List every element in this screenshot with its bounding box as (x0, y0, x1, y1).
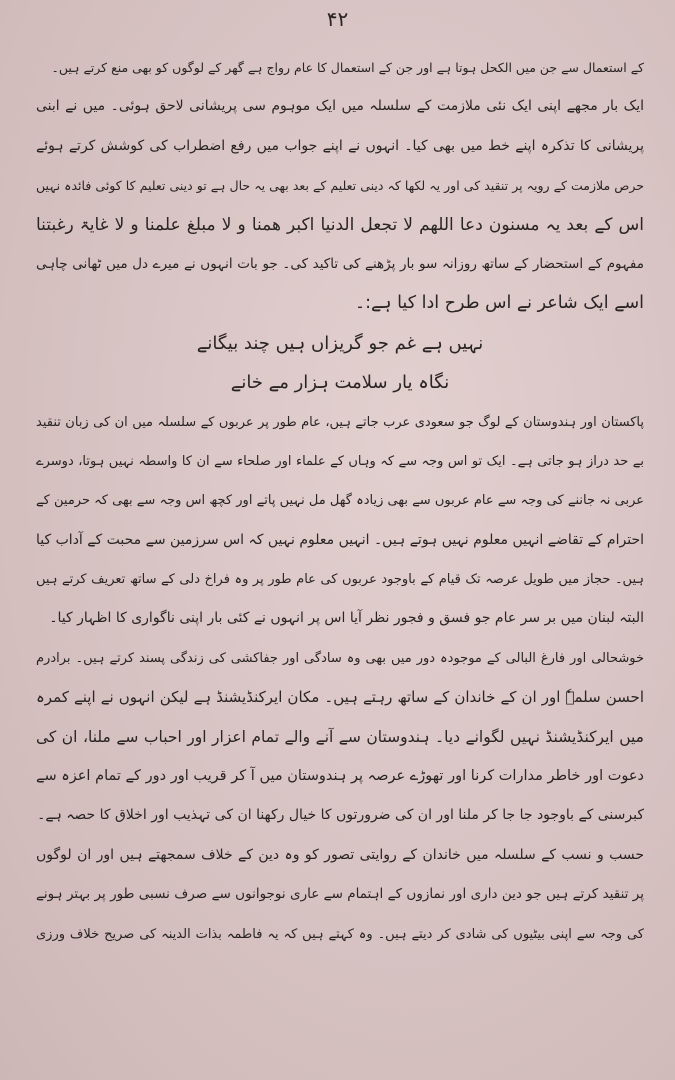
text-line: خوشحالی اور فارغ البالی کے موجودہ دور میں بھی وہ سادگی اور جفاکشی کی زندگی پسند کرتے ہیں۔ برادرم (36, 650, 644, 666)
text-line: مفہوم کے استحضار کے ساتھ روزانہ سو بار پڑھنے کی تاکید کی۔ جو بات انہوں نے میرے دل میں ٹھانی چاہی (36, 255, 644, 272)
text-line: احترام کے تقاضے انہیں معلوم نہیں ہوتے ہیں۔ انہیں معلوم نہیں کہ اس سرزمین سے محبت کے آداب کیا (36, 531, 644, 548)
text-line: دعوت اور خاطر مدارات کرنا اور تھوڑے عرصہ پر ہندوستان میں آ کر قریب اور دور کے تمام اعزہ سے (36, 768, 644, 785)
text-line: پاکستان اور ہندوستان کے لوگ جو سعودی عرب جاتے ہیں، عام طور پر عربوں کے سلسلہ میں ان کی زبان تنقید (36, 414, 644, 430)
body-text (36, 48, 644, 954)
text-line: پر تنقید کرتے ہیں جو دین داری اور نمازوں کے اہتمام سے عاری نوجوانوں سے صرف نسبی طور پر بہتر ہونے (36, 886, 644, 903)
text-line: البتہ لبنان میں بر سر عام جو فسق و فجور نظر آیا اس پر انہوں نے کئی بار اپنی ناگواری کا اظہار کیا۔ (49, 610, 644, 627)
text-line: اس کے بعد یہ مسنون دعا اللھم لا تجعل الدنیا اکبر ھمنا و لا مبلغ علمنا و لا غایۃ رغبتنا (36, 214, 644, 235)
text-line: کی وجہ سے اپنی بیٹیوں کی شادی کر دیتے ہیں۔ وہ کہتے ہیں کہ یہ فاطمہ بذات الدینہ کی صریح خلاف ورزی (36, 926, 644, 942)
text-line: حرص ملازمت کے رویہ پر تنقید کی اور یہ لکھا کہ دینی تعلیم کے بعد بھی یہ حال ہے تو دینی تعلیم کا کوئی فائدہ نہیں (36, 178, 644, 194)
text-line: حسب و نسب کے سلسلہ میں خاندان کے روایتی تصور کو وہ دین کے خلاف سمجھتے ہیں اور ان لوگوں (36, 846, 644, 863)
text-line: میں ایرکنڈیشنڈ نہیں لگوانے دیا۔ ہندوستان سے آنے والے تمام اعزار اور احباب سے ملنا، ان کی (36, 727, 644, 746)
verse-line: نہیں ہے غم جو گریزاں ہیں چند بیگانے (196, 332, 484, 354)
text-line: کبرسنی کے باوجود جا جا کر ملنا اور ان کی ضرورتوں کا خیال رکھنا ان کی تہذیب اور اخلاق کا حصہ ہے۔ (37, 807, 644, 824)
text-line: احسن سلمہٗ اور ان کے خاندان کے ساتھ رہتے ہیں۔ مکان ایرکنڈیشنڈ ہے لیکن انہوں نے اپنے کمرہ (36, 688, 644, 707)
text-line: ایک بار مجھے اپنی ایک نئی ملازمت کے سلسلہ میں ایک موہوم سی پریشانی لاحق ہوئی۔ میں نے ابنی (36, 98, 644, 115)
text-line: کے استعمال سے جن میں الکحل ہوتا ہے اور جن کے استعمال کا عام رواج ہے گھر کے لوگوں کو بھی منع کرتے ہیں۔ (51, 60, 644, 75)
text-line: ہیں۔ حجاز میں طویل عرصہ تک قیام کے باوجود عربوں کی عام طور پر وہ فراخ دلی کے ساتھ تعریف کرتے ہیں (36, 572, 644, 588)
text-line: اسے ایک شاعر نے اس طرح ادا کیا ہے:۔ (354, 293, 644, 314)
page-number: ۴۲ (326, 7, 349, 31)
text-line: بے حد دراز ہو جاتی ہے۔ ایک تو اس وجہ سے کہ وہاں کے علماء اور صلحاء سے ان کا واسطہ نہیں ہوتا، دوسرے (36, 453, 644, 469)
text-line: پریشانی کا تذکرہ اپنے خط میں بھی کیا۔ انہوں نے اپنے جواب میں رفع اضطراب کی کوشش کرتے ہوئے (36, 137, 644, 154)
text-line: عربی نہ جاننے کی وجہ سے عام عربوں سے بھی زیادہ گھل مل نہیں پاتے اور کچھ اس وجہ سے بھی کہ حرمین کے (36, 493, 644, 509)
verse-line: نگاہ یار سلامت ہزار مے خانے (230, 372, 450, 394)
